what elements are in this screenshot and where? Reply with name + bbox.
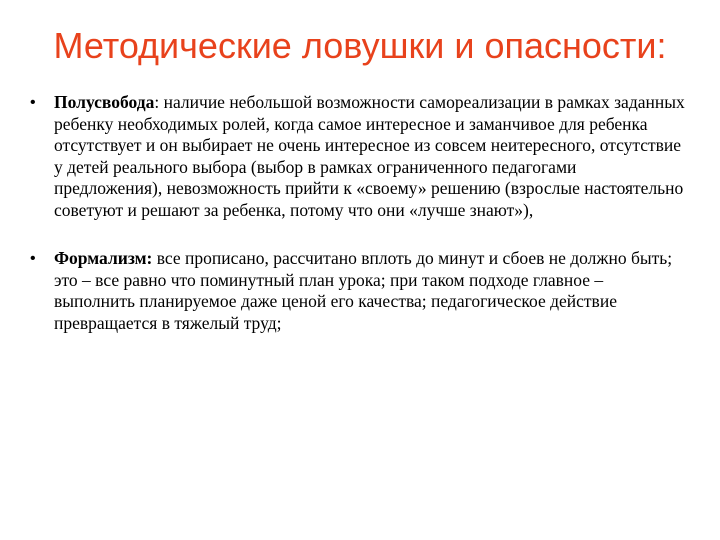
- bullet-icon: •: [30, 94, 36, 111]
- bullet-list: [28, 92, 688, 334]
- item-text: : наличие небольшой возможности самореализации в рамках заданных ребенку необходимых ролей, когда самое интересное и заманчивое для ребенка отсутствует и он выбирает не очень интересное из совсем неитересного, отсутствие у детей реального выбора (выбор в рамках ограниченного педагогами предложения), невозможность прийти к «своему» решению (взрослые настоятельно советуют и решают за ребенка, потому что они «лучше знают»),: [54, 92, 685, 220]
- list-item-polusvoboda: [28, 92, 688, 221]
- slide-title: Методические ловушки и опасности:: [53, 25, 667, 66]
- item-term: Полусвобода: [54, 92, 155, 112]
- bullet-icon: •: [30, 250, 36, 267]
- list-item-formalizm: [28, 248, 688, 334]
- item-term: Формализм:: [54, 248, 153, 268]
- item-text: все прописано, рассчитано вплоть до минут и сбоев не должно быть; это – все равно что поминутный план урока; при таком подходе главное – выполнить планируемое даже ценой его качества; педагогическое действие превращается в тяжелый труд;: [54, 248, 673, 333]
